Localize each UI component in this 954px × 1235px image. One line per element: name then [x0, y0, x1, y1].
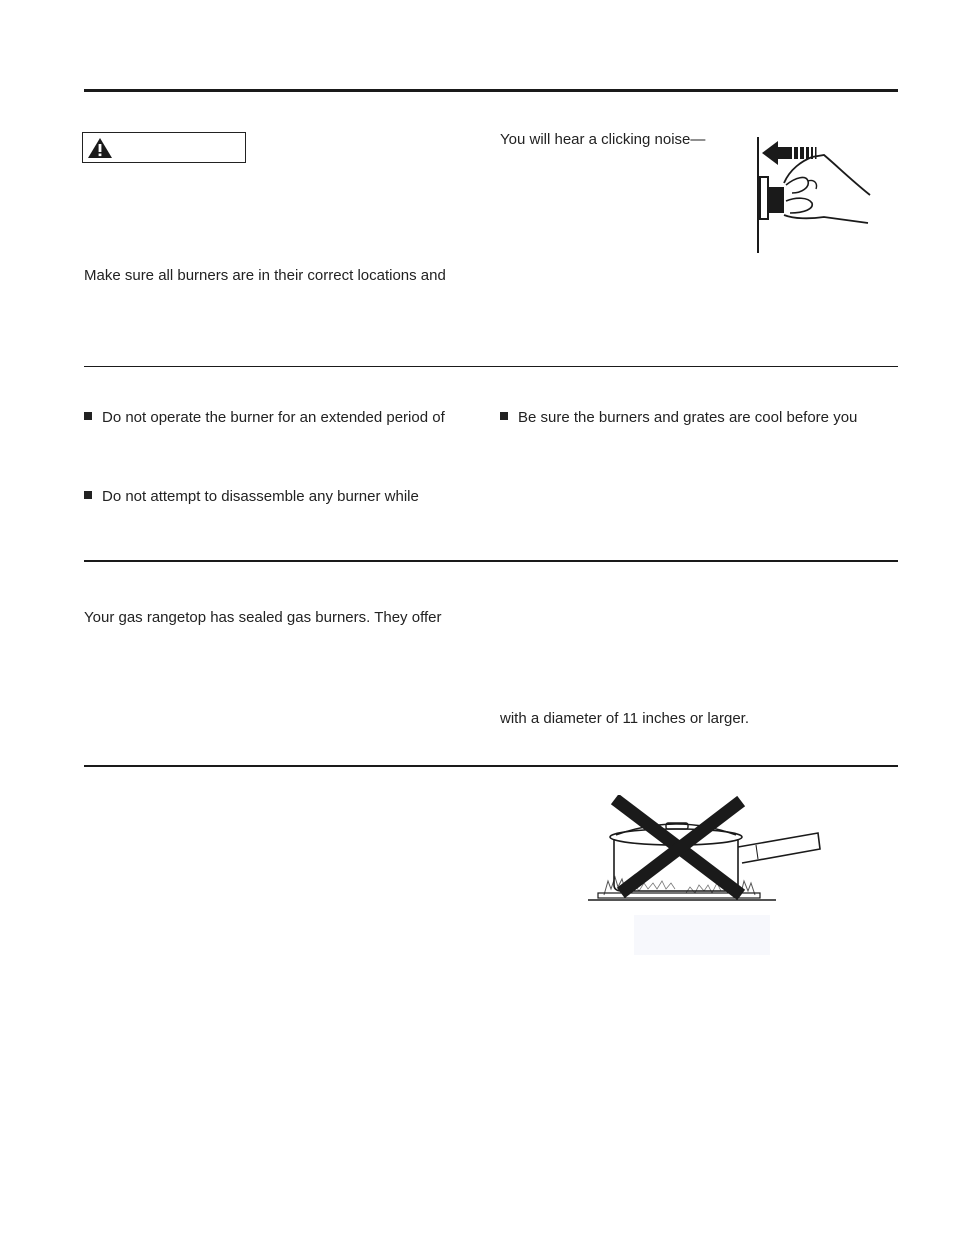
bullet-square-icon	[500, 412, 508, 420]
bullet-square-icon	[84, 491, 92, 499]
pan-diameter-text: with a diameter of 11 inches or larger.	[500, 710, 750, 727]
burner-location-text: Make sure all burners are in their correct locations and	[84, 267, 446, 284]
caution-bullet-disassemble: Do not attempt to disassemble any burner while	[84, 488, 419, 506]
caution-bullet-extended-period: Do not operate the burner for an extended period of	[84, 409, 445, 427]
bullet-square-icon	[84, 412, 92, 420]
crossed-pan-on-burner-illustration	[586, 795, 826, 915]
burner-knob-push-illustration	[750, 135, 880, 255]
caution-bullet-cool-burners: Be sure the burners and grates are cool before you	[500, 409, 857, 427]
warning-triangle-icon	[87, 137, 113, 159]
warning-label-box	[82, 132, 246, 163]
top-rule	[84, 89, 898, 92]
sealed-burners-intro-text: Your gas rangetop has sealed gas burners. They offer	[84, 609, 442, 626]
section-divider-2	[84, 560, 898, 562]
section-divider-3	[84, 765, 898, 767]
clicking-noise-text: You will hear a clicking noise—	[500, 131, 706, 148]
figure-caption-area	[634, 915, 770, 955]
section-divider-1	[84, 366, 898, 367]
